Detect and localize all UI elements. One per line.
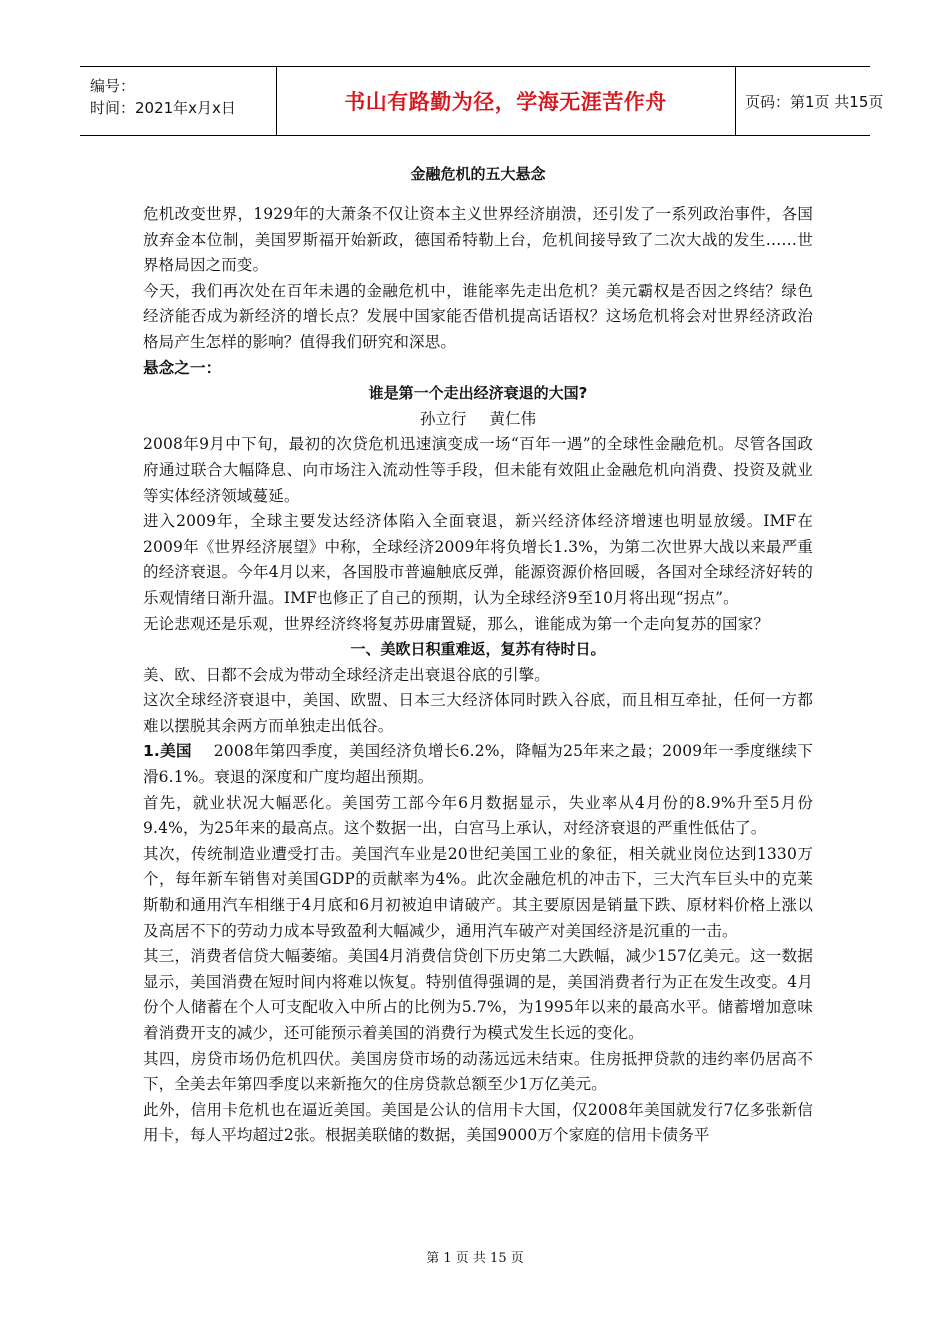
paragraph: 首先，就业状况大幅恶化。美国劳工部今年6月数据显示，失业率从4月份的8.9%升至5月份9.4%，为25年来的最高点。这个数据一出，白宫马上承认，对经济衰退的严重性低估了。 [143, 793, 813, 838]
time-label: 时间：2021年x月x日 [90, 99, 236, 117]
number-label: 编号： [90, 77, 136, 95]
page-footer: 第 1 页 共 15 页 [426, 1251, 524, 1266]
paragraph: 2008年9月中下旬，最初的次贷危机迅速演变成一场“百年一遇”的全球性金融危机。尽管各国政府通过联合大幅降息、向市场注入流动性等手段，但未能有效阻止金融危机向消费、投资及就业等实体经济领域蔓延。 [143, 435, 813, 505]
paragraph: 其次，传统制造业遭受打击。美国汽车业是20世纪美国工业的象征，相关就业岗位达到1330万个，每年新车销售对美国GDP的贡献率为4%。此次金融危机的冲击下，三大汽车巨头中的克莱斯勒和通用汽车相继于4月底和6月初被迫申请破产。其主要原因是销量下跌、原材料价格上涨以及高居不下的劳动力成本导致盈利大幅减少，通用汽车破产对美国经济是沉重的一击。 [143, 844, 813, 940]
authors: 孙立行 黄仁伟 [420, 409, 536, 428]
header-left-cell [80, 67, 277, 135]
paragraph: 其四，房贷市场仍危机四伏。美国房贷市场的动荡远远未结束。住房抵押贷款的违约率仍居高不下，全美去年第四季度以来新拖欠的住房贷款总额至少1万亿美元。 [143, 1049, 813, 1094]
heading-1: 一、美欧日积重难返，复苏有待时日。 [350, 640, 606, 659]
paragraph: 进入2009年，全球主要发达经济体陷入全面衰退，新兴经济体经济增速也明显放缓。IMF在2009年《世界经济展望》中称，全球经济2009年将负增长1.3%，为第二次世界大战以来最严重的经济衰退。今年4月以来，各国股市普遍触底反弹，能源资源价格回暖，各国对全球经济好转的乐观情绪日渐升温。IMF也修正了自己的预期，认为全球经济9至10月将出现“拐点”。 [143, 512, 813, 607]
header-table [80, 66, 884, 136]
header-motto-cell [276, 67, 736, 135]
paragraph: 危机改变世界，1929年的大萧条不仅让资本主义世界经济崩溃，还引发了一系列政治事件，各国放弃金本位制，美国罗斯福开始新政，德国希特勒上台，危机间接导致了二次大战的发生……世界格局因之而变。 [143, 205, 813, 275]
paragraph: 无论悲观还是乐观，世界经济终将复苏毋庸置疑，那么，谁能成为第一个走向复苏的国家？ [143, 614, 770, 633]
header-right-cell [735, 67, 884, 135]
paragraph: 其三，消费者信贷大幅萎缩。美国4月消费信贷创下历史第二大跌幅，减少157亿美元。这一数据显示，美国消费在短时间内将难以恢复。特别值得强调的是，美国消费者行为正在发生改变。4月份个人储蓄在个人可支配收入中所占的比例为5.7%，为1995年以来的最高水平。储蓄增加意味着消费开支的减少，还可能预示着美国的消费行为模式发生长远的变化。 [143, 947, 813, 1042]
paragraph: 此外，信用卡危机也在逼近美国。美国是公认的信用卡大国，仅2008年美国就发行7亿多张新信用卡，每人平均超过2张。根据美联储的数据，美国9000万个家庭的信用卡债务平 [143, 1100, 813, 1145]
us-label: 1.美国 [143, 742, 192, 761]
section-title: 谁是第一个走出经济衰退的大国? [368, 384, 588, 403]
motto: 书山有路勤为径，学海无涯苦作舟 [344, 90, 667, 114]
document-body [143, 160, 813, 1149]
us-text: 2008年第四季度，美国经济负增长6.2%，降幅为25年来之最；2009年一季度继续下滑6.1%。衰退的深度和广度均超出预期。 [143, 742, 813, 787]
page-info: 页码：第1页 共15页 [745, 92, 884, 111]
paragraph: 美、欧、日都不会成为带动全球经济走出衰退谷底的引擎。 [143, 665, 550, 684]
document-title: 金融危机的五大悬念 [410, 165, 546, 183]
paragraph-us [143, 739, 813, 790]
paragraph: 这次全球经济衰退中，美国、欧盟、日本三大经济体同时跌入谷底，而且相互牵扯，任何一方都难以摆脱其余两方而单独走出低谷。 [143, 691, 813, 735]
suspense-label: 悬念之一： [143, 358, 222, 377]
paragraph: 今天，我们再次处在百年未遇的金融危机中，谁能率先走出危机？美元霸权是否因之终结？绿色经济能否成为新经济的增长点？发展中国家能否借机提高话语权？这场危机将会对世界经济政治格局产生怎样的影响？值得我们研究和深思。 [143, 281, 813, 351]
